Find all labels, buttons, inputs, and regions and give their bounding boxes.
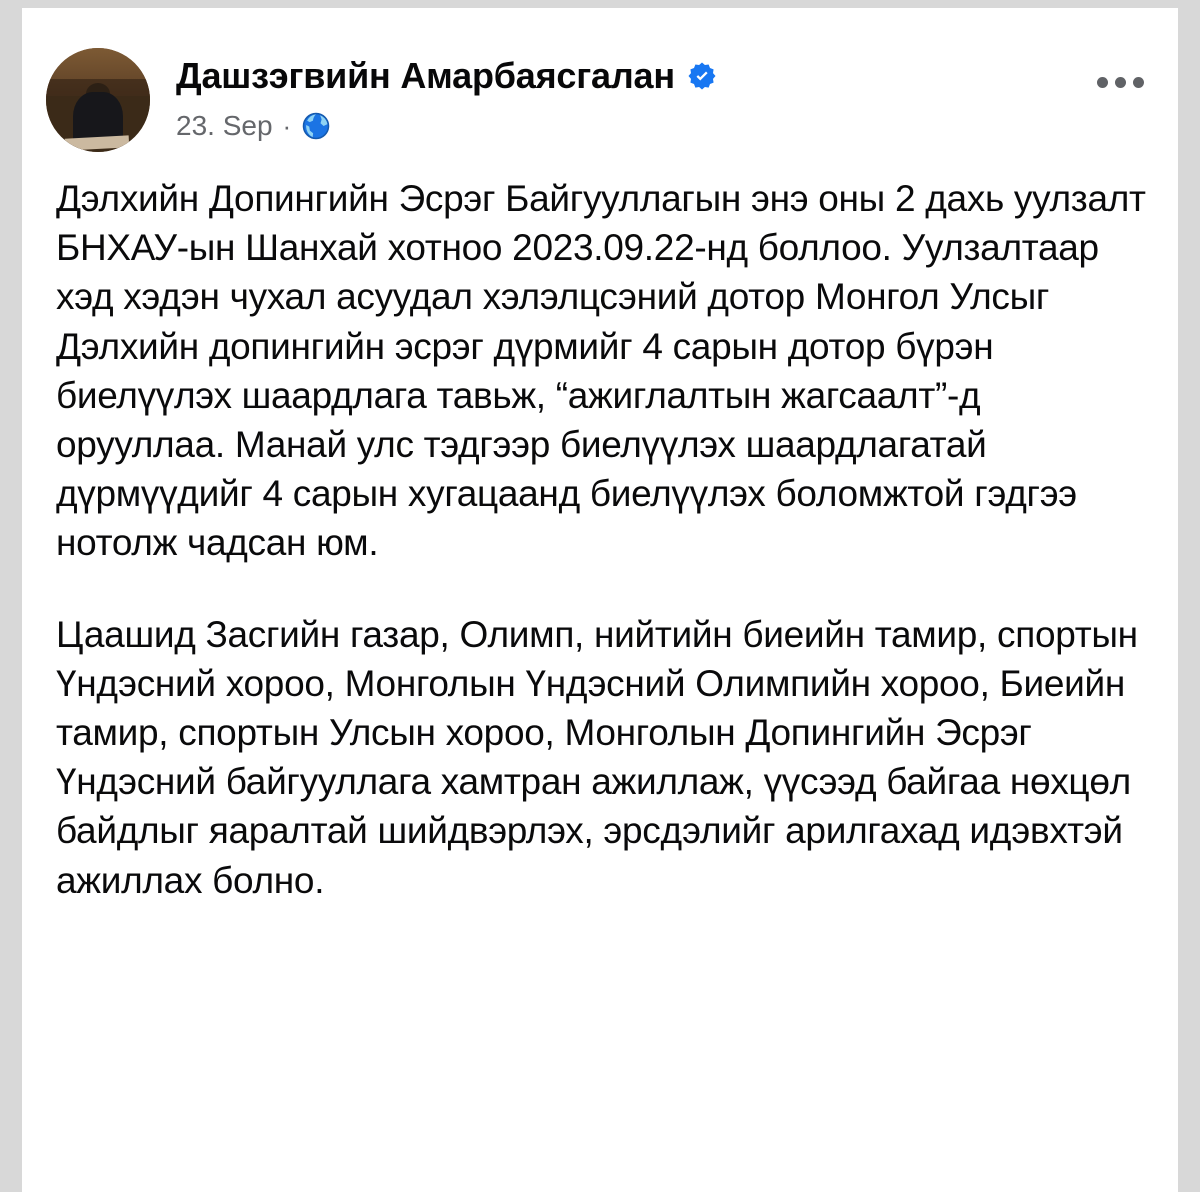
- avatar[interactable]: [46, 48, 150, 152]
- author-name[interactable]: Дашзэгвийн Амарбаясгалан: [176, 55, 675, 96]
- more-options-icon[interactable]: [1088, 62, 1152, 102]
- more-dot-2: [1115, 77, 1126, 88]
- post-date[interactable]: 23. Sep: [176, 109, 273, 141]
- meta-separator: ·: [282, 110, 292, 141]
- more-dot-3: [1133, 77, 1144, 88]
- author-row: [176, 56, 1088, 96]
- globe-icon[interactable]: [301, 111, 331, 141]
- facebook-post-card: [22, 8, 1178, 1192]
- post-paragraph-2: Цаашид Засгийн газар, Олимп, нийтийн биеийн тамир, спортын Үндэсний хороо, Монголын Үндэсний Олимпийн хороо, Биеийн тамир, спортын Улсын хороо, Монголын Допингийн Эсрэг Үндэсний байгууллага хамтран ажиллаж, үүсээд байгаа нөхцөл байдлыг яаралтай шийдвэрлэх, эрсдэлийг арилгахад идэвхтэй ажиллах болно.: [56, 613, 1138, 901]
- post-meta: [176, 110, 1088, 142]
- verified-badge-icon: [687, 61, 717, 91]
- more-dot-1: [1097, 77, 1108, 88]
- post-header-text: [150, 48, 1088, 142]
- post-header: [22, 8, 1178, 152]
- post-paragraph-1: Дэлхийн Допингийн Эсрэг Байгууллагын энэ оны 2 дахь уулзалт БНХАУ-ын Шанхай хотноо 2023.09.22-нд боллоо. Уулзалтаар хэд хэдэн чухал асуудал хэлэлцсэний дотор Монгол Улсыг Дэлхийн допингийн эсрэг дүрмийг 4 сарын дотор бүрэн биелүүлэх шаардлага тавьж, “ажиглалтын жагсаалт”-д орууллаа. Манай улс тэдгээр биелүүлэх шаардлагатай дүрмүүдийг 4 сарын хугацаанд биелүүлэх боломжтой гэдгээ нотолж чадсан юм.: [56, 178, 1146, 564]
- post-body: [22, 152, 1178, 905]
